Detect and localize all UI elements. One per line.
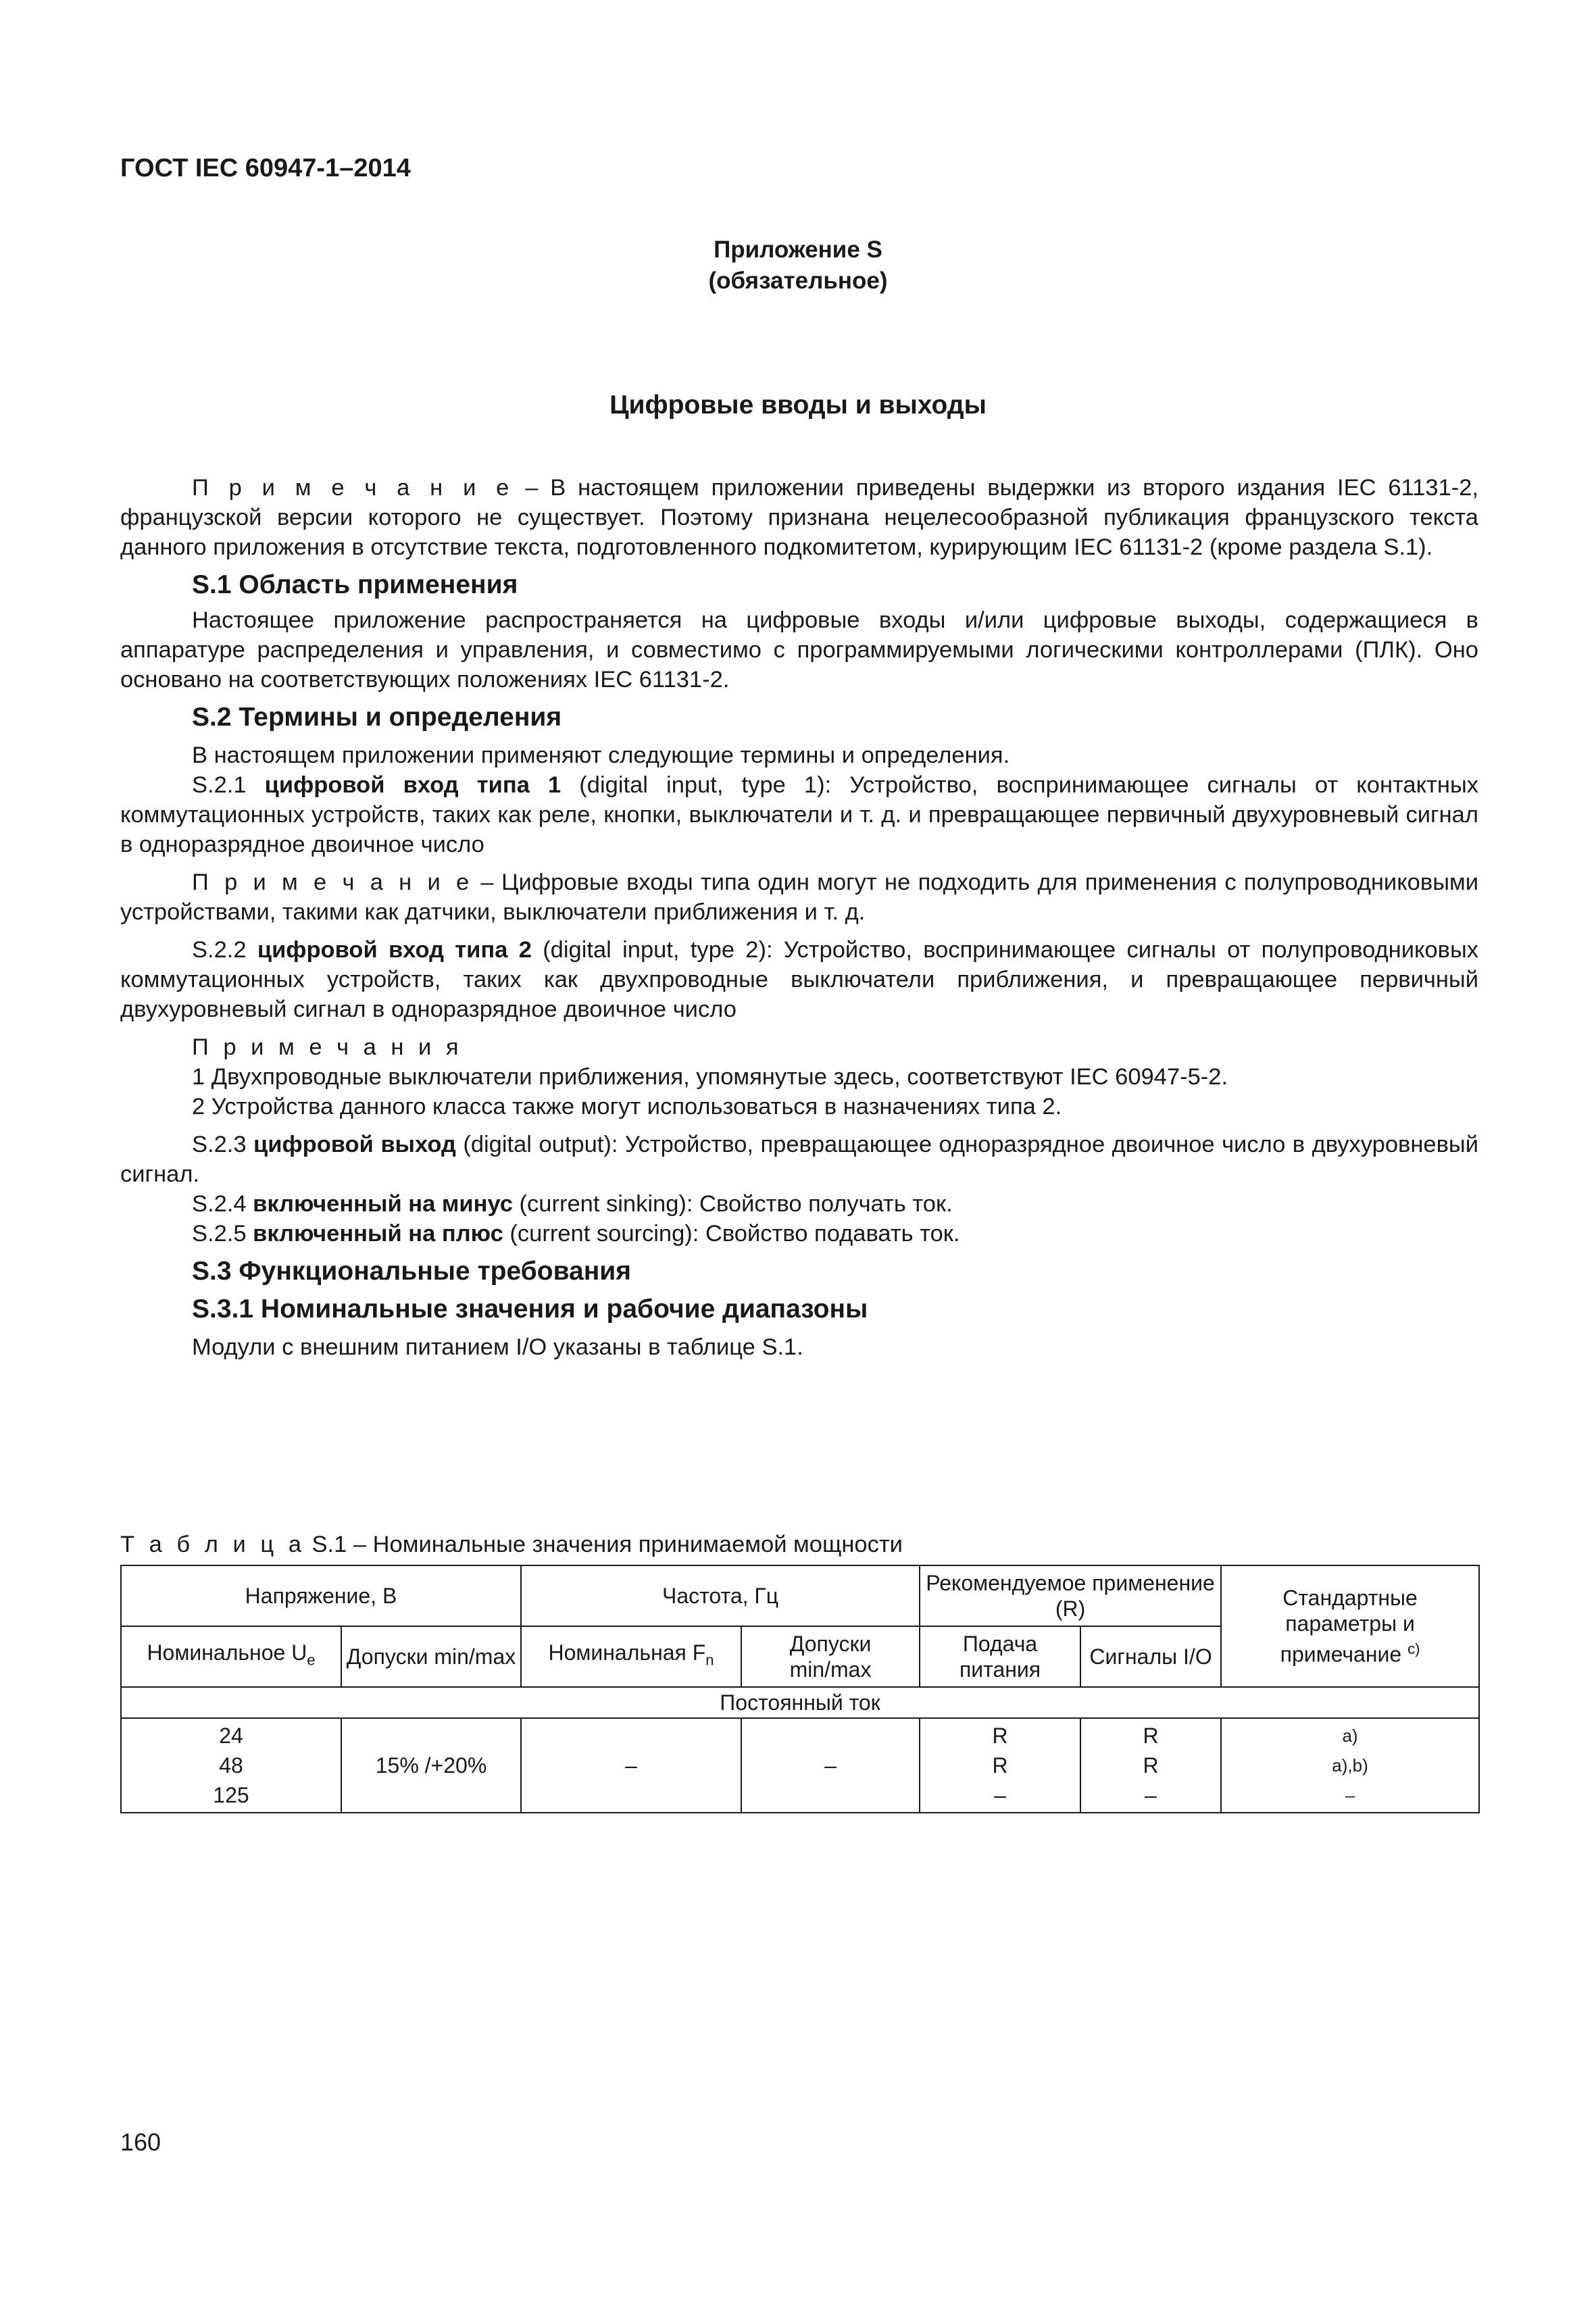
table-section-row [121,1687,1479,1718]
cell-signals [1080,1718,1221,1813]
nominal-frequency-subscript: n [705,1651,714,1669]
clause-number: S.2.3 [192,1132,254,1157]
caption-text: S.1 – Номинальные значения принимаемой мощности [305,1532,903,1557]
cell-notes [1221,1718,1479,1813]
intro-note [120,473,1478,562]
definition-text: (current sourcing): Свойство подавать ток. [503,1221,960,1247]
supply-value: R [992,1724,1008,1748]
header-voltage: Напряжение, В [121,1565,521,1626]
header-supply: Подача питания [920,1626,1080,1687]
cell-supply [920,1718,1080,1813]
voltage-value: 125 [213,1783,249,1807]
nominal-voltage-subscript: e [307,1651,316,1669]
annex-title: Приложение S [714,236,882,263]
table-header-row [121,1565,1479,1626]
header-recommended: Рекомендуемое применение (R) [920,1565,1221,1626]
header-standard-text: Стандартные параметры и примечание [1280,1586,1418,1667]
s21-definition [120,770,1478,859]
s22-notes-label [120,1032,1478,1062]
definition-text: (digital input, type 2): Устройство, воспринимающее сигналы от полупроводниковых коммутационных устройств, таких как двухпроводные выключатели приближения, и превращающее первичный двухуровневый сигнал в одноразрядное двоичное число [120,937,1479,1022]
header-standard [1221,1565,1479,1687]
header-frequency-tolerance: Допуски min/max [741,1626,920,1687]
note-ref: a) [1342,1726,1358,1746]
note-ref: – [1345,1785,1355,1805]
clause-number: S.2.2 [192,937,257,963]
nominal-voltage-label: Номинальное U [147,1640,307,1665]
page-number: 160 [120,2128,161,2156]
s21-note [120,867,1478,927]
s22-note-2: 2 Устройства данного класса также могут использоваться в назначениях типа 2. [192,1094,1062,1120]
caption-label: Т а б л и ц а [120,1532,305,1557]
voltage-value: 48 [219,1753,243,1778]
clause-number: S.2.4 [192,1191,253,1217]
body-text [120,473,1478,1362]
s2-intro: В настоящем приложении применяют следующие термины и определения. [192,743,1010,768]
table-s1 [120,1565,1480,1813]
definition-text: (digital input, type 1): Устройство, воспринимающее сигналы от контактных коммутационных устройств, таких как реле, кнопки, выключатели и т. д. и превращающее первичный двухуровневый сигнал в одноразрядное двоичное число [120,772,1478,857]
header-signals: Сигналы I/O [1080,1626,1221,1687]
signals-value: R [1143,1724,1159,1748]
header-voltage-tolerance: Допуски min/max [341,1626,521,1687]
document-id: ГОСТ IEC 60947-1–2014 [120,154,411,182]
header-nominal-frequency [521,1626,741,1687]
term: включенный на минус [253,1191,513,1217]
annex-heading [0,234,1596,297]
header-frequency: Частота, Гц [521,1565,920,1626]
note-label: П р и м е ч а н и е [192,475,514,501]
voltage-value: 24 [219,1724,243,1748]
definition-text: (digital output): Устройство, превращающее одноразрядное двоичное число в двухуровневый сигнал. [120,1132,1478,1187]
s22-note-1: 1 Двухпроводные выключатели приближения, упомянутые здесь, соответствуют IEC 60947-5-2. [192,1064,1228,1090]
table-row [121,1718,1479,1813]
note-ref: a),b) [1332,1755,1368,1776]
note-text: – В настоящем приложении приведены выдержки из второго издания IEC 61131-2, французской версии которого не существует. Поэтому признана нецелесообразной публикация французского текста данного приложения в отсутствие текста, подготовленного подкомитетом, курирующим IEC 61131-2 (кроме раздела S.1). [120,475,1478,560]
nominal-frequency-label: Номинальная F [548,1640,706,1665]
definition-text: (current sinking): Свойство получать ток. [512,1191,953,1217]
signals-value: – [1145,1783,1157,1807]
note-text: – Цифровые входы типа один могут не подходить для применения с полупроводниковыми устройствами, такими как датчики, выключатели приближения и т. д. [120,870,1478,925]
supply-value: – [994,1783,1006,1807]
s3-heading: S.3 Функциональные требования [192,1257,632,1286]
term: цифровой вход типа 1 [264,772,562,798]
cell-frequency-tolerance: – [741,1718,920,1813]
supply-value: R [992,1753,1008,1778]
s23-definition [120,1130,1478,1189]
note-label: П р и м е ч а н и е [192,870,474,895]
s31-heading: S.3.1 Номинальные значения и рабочие диапазоны [192,1294,868,1324]
clause-number: S.2.1 [192,772,265,798]
cell-nominal-frequency: – [521,1718,741,1813]
term: цифровой выход [253,1132,456,1157]
s24-definition [120,1189,1478,1219]
term: включенный на плюс [253,1221,503,1247]
s1-heading: S.1 Область применения [192,570,518,599]
header-nominal-voltage [121,1626,341,1687]
term: цифровой вход типа 2 [257,937,532,963]
signals-value: R [1143,1753,1159,1778]
cell-voltages [121,1718,341,1813]
annex-status: (обязательное) [708,268,888,294]
header-standard-note: c) [1407,1640,1420,1658]
main-title: Цифровые вводы и выходы [609,391,987,420]
clause-number: S.2.5 [192,1221,253,1247]
s1-text: Настоящее приложение распространяется на цифровые входы и/или цифровые выходы, содержащиеся в аппаратуре распределения и управления, и совместимо с программируемыми логическими контроллерами (ПЛК). Оно основано на соответствующих положениях IEC 61131-2. [120,607,1478,693]
note-label: П р и м е ч а н и я [192,1034,463,1060]
section-dc: Постоянный ток [121,1687,1479,1718]
s25-definition [120,1219,1478,1249]
s31-text: Модули с внешним питанием I/O указаны в таблице S.1. [192,1334,803,1360]
table-caption [120,1532,903,1558]
cell-tolerance: 15% /+20% [341,1718,521,1813]
s2-heading: S.2 Термины и определения [192,703,562,732]
s22-definition [120,935,1478,1024]
